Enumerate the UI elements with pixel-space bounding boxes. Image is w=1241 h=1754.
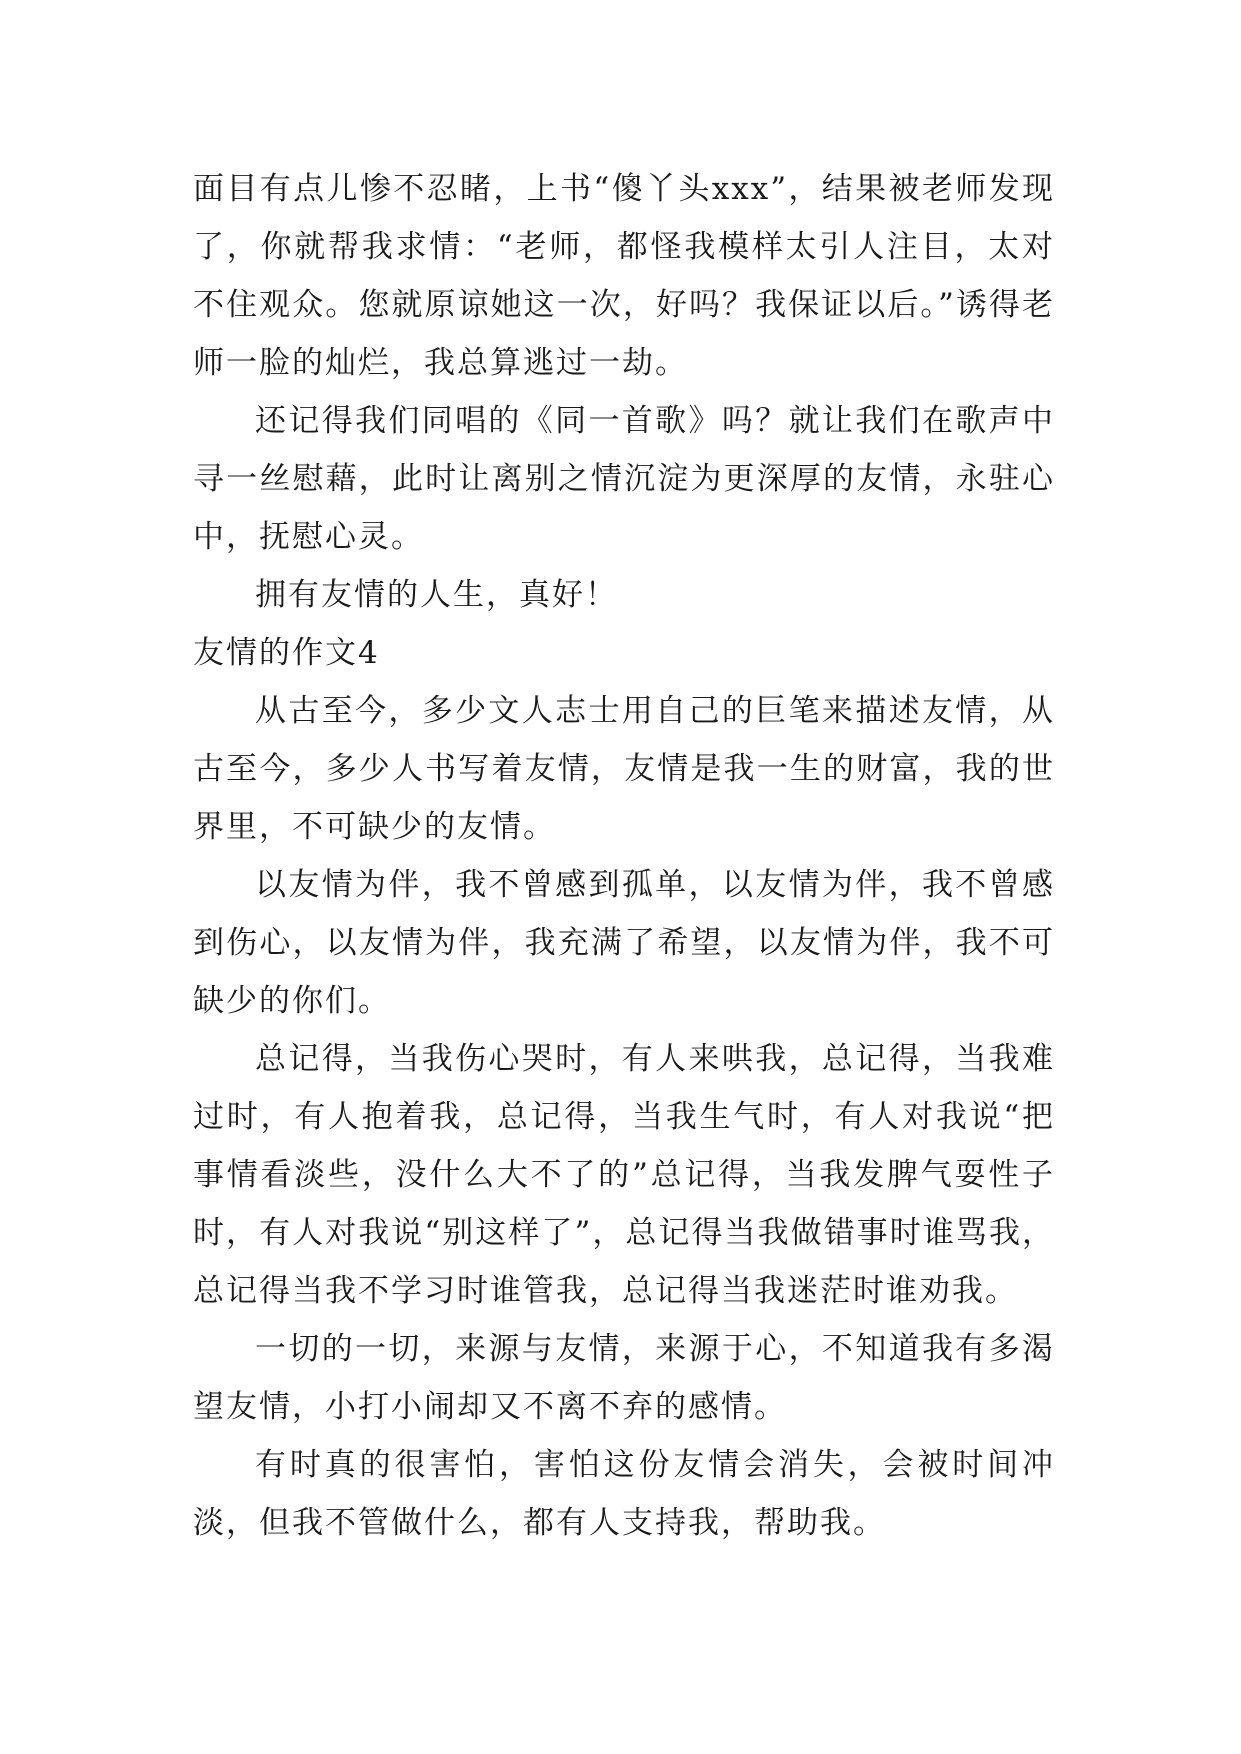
paragraph: 从古至今，多少文人志士用自己的巨笔来描述友情，从古至今，多少人书写着友情，友情是我一生的财富，我的世界里，不可缺少的友情。	[193, 693, 1055, 845]
paragraph: 还记得我们同唱的《同一首歌》吗？就让我们在歌声中寻一丝慰藉，此时让离别之情沉淀为更深厚的友情，永驻心中，抚慰心灵。	[193, 403, 1055, 555]
paragraph: 面目有点儿惨不忍睹，上书“傻丫头xxx”，结果被老师发现了，你就帮我求情：“老师，都怪我模样太引人注目，太对不住观众。您就原谅她这一次，好吗？我保证以后。”诱得老师一脸的灿烂，我总算逃过一劫。	[193, 171, 1055, 381]
paragraph: 拥有友情的人生，真好！	[255, 577, 618, 613]
paragraph: 有时真的很害怕，害怕这份友情会消失，会被时间冲淡，但我不管做什么，都有人支持我，帮助我。	[193, 1447, 1055, 1541]
paragraph: 以友情为伴，我不曾感到孤单，以友情为伴，我不曾感到伤心，以友情为伴，我充满了希望，以友情为伴，我不可缺少的你们。	[193, 867, 1055, 1019]
paragraph: 总记得，当我伤心哭时，有人来哄我，总记得，当我难过时，有人抱着我，总记得，当我生气时，有人对我说“把事情看淡些，没什么大不了的”总记得，当我发脾气耍性子时，有人对我说“别这样了”，总记得当我做错事时谁骂我，总记得当我不学习时谁管我，总记得当我迷茫时谁劝我。	[193, 1041, 1055, 1309]
paragraph: 一切的一切，来源与友情，来源于心，不知道我有多渴望友情，小打小闹却又不离不弃的感情。	[193, 1331, 1055, 1425]
section-heading: 友情的作文4	[193, 635, 380, 671]
document-body	[193, 160, 1055, 1552]
